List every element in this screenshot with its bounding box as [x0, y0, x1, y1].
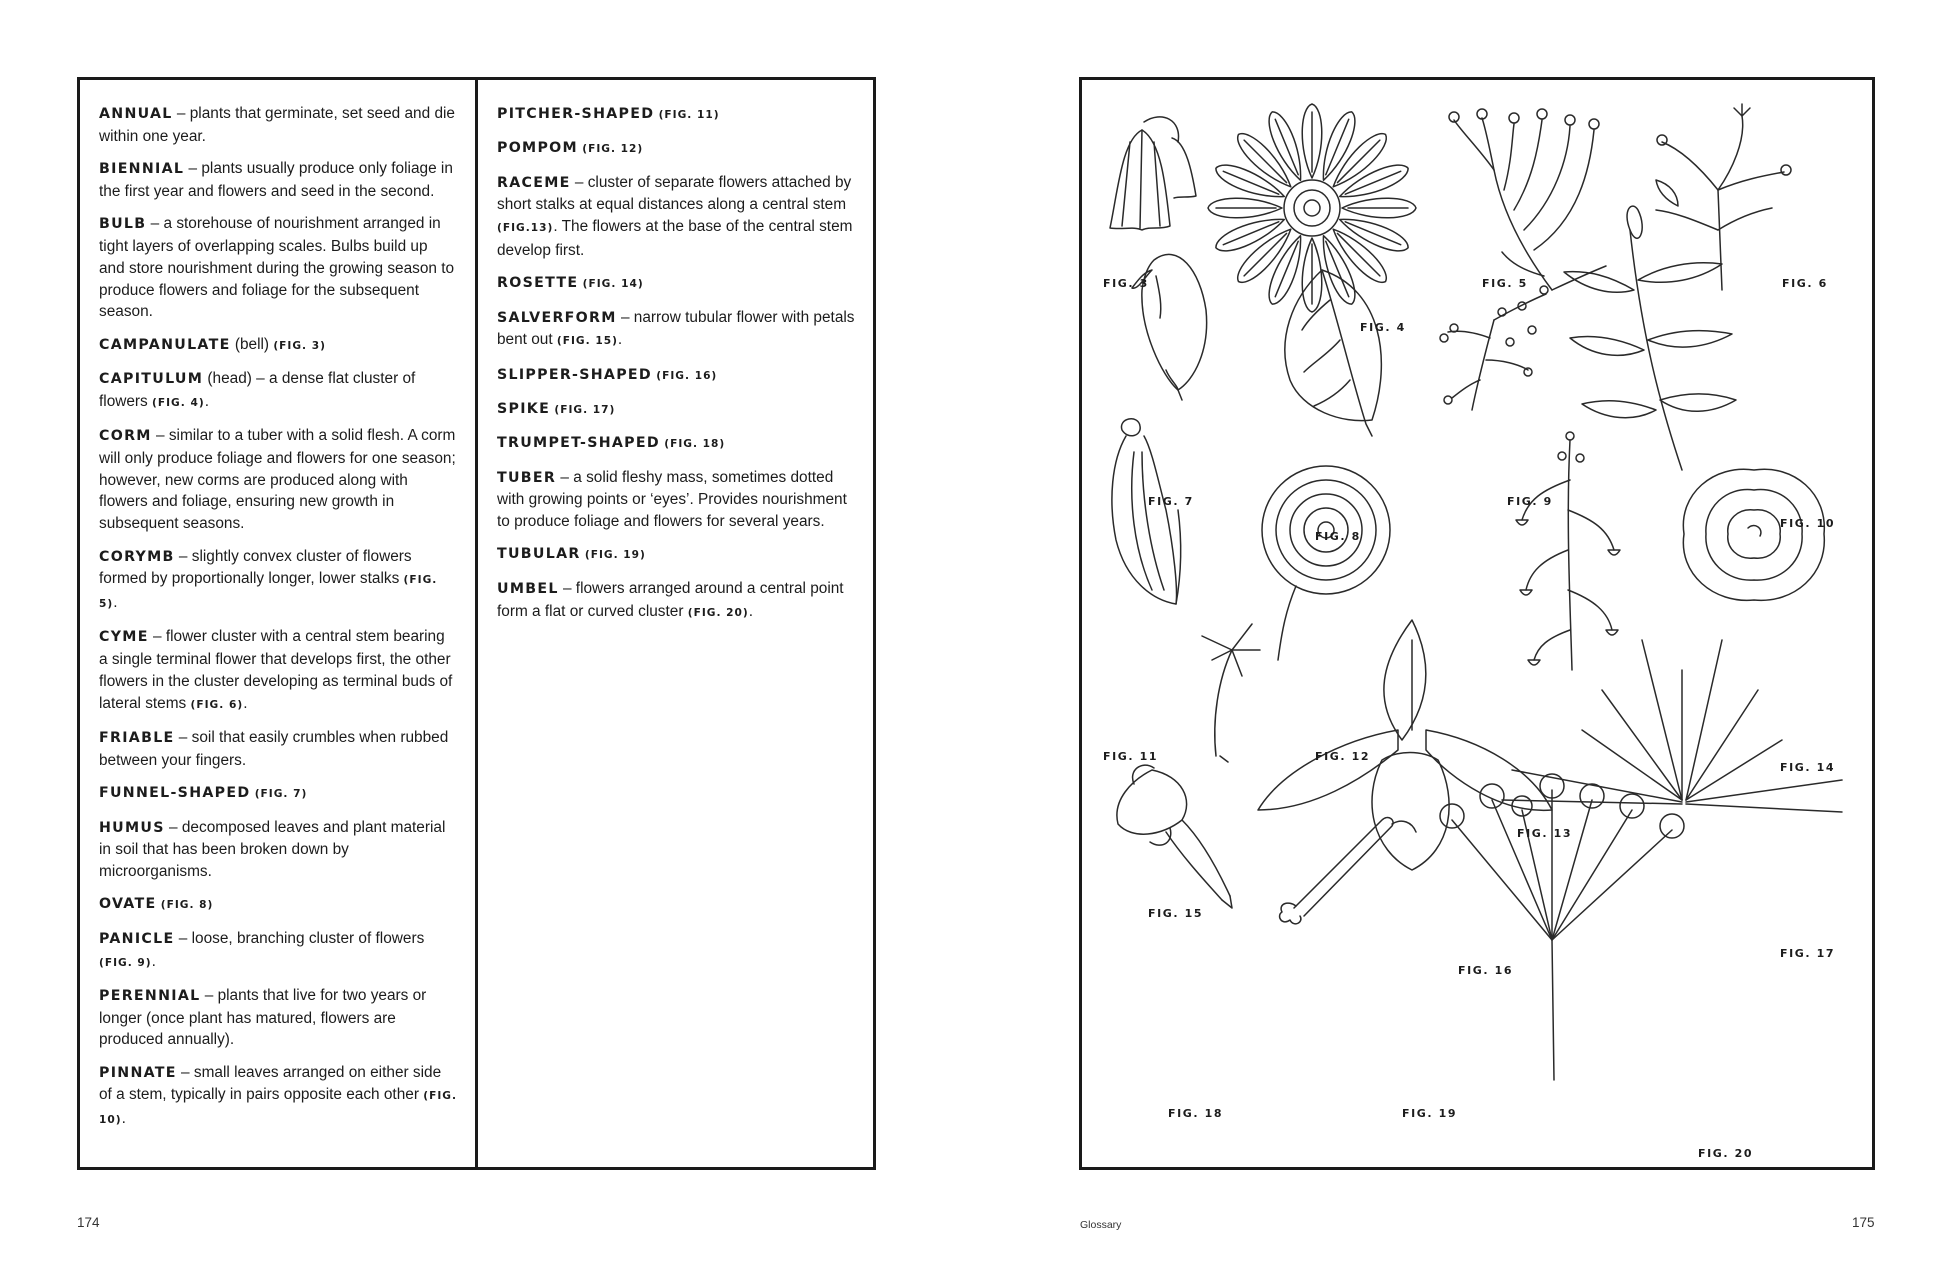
glossary-definition: . The flowers at the base of the central stem develop first. — [497, 218, 853, 259]
tubular-illustration — [1280, 818, 1416, 924]
glossary-box — [77, 77, 876, 1170]
glossary-definition: . — [121, 1110, 126, 1128]
glossary-entry — [497, 103, 855, 127]
figure-reference: (FIG. 9) — [99, 956, 152, 969]
fig-20-label: FIG. 20 — [1698, 1147, 1754, 1160]
glossary-term: CYME — [99, 629, 149, 646]
glossary-entry — [99, 213, 457, 323]
figure-reference: (FIG. 17) — [554, 403, 616, 416]
glossary-term: PERENNIAL — [99, 987, 201, 1004]
figure-reference: (FIG. 5) — [99, 574, 438, 611]
glossary-entry — [99, 928, 457, 975]
glossary-term: SLIPPER-SHAPED — [497, 366, 652, 383]
figure-reference: (FIG. 15) — [556, 335, 618, 348]
fig-12-label: FIG. 12 — [1315, 750, 1371, 763]
glossary-definition: – slightly convex cluster of flowers formed by proportionally longer, lower stalks — [99, 547, 412, 588]
glossary-term: BIENNIAL — [99, 161, 185, 178]
glossary-term: ROSETTE — [497, 275, 579, 292]
glossary-definition: – soil that easily crumbles when rubbed between your fingers. — [99, 729, 449, 769]
glossary-term: CORYMB — [99, 548, 175, 565]
glossary-definition: – plants that germinate, set seed and die within one year. — [99, 105, 455, 145]
glossary-definition: – plants usually produce only foliage in the first year and flowers and seed in the second. — [99, 160, 453, 200]
fig-3-label: FIG. 3 — [1103, 277, 1149, 290]
glossary-entry — [99, 985, 457, 1051]
raceme-illustration — [1516, 432, 1620, 670]
glossary-entry — [99, 368, 457, 415]
fig-17-label: FIG. 17 — [1780, 947, 1836, 960]
pinnate-illustration — [1564, 206, 1736, 470]
glossary-entry — [99, 893, 457, 917]
fig-6-label: FIG. 6 — [1782, 277, 1828, 290]
glossary-definition: . — [204, 392, 209, 410]
glossary-term: TUBER — [497, 469, 557, 486]
glossary-definition: – similar to a tuber with a solid flesh. A corm will only produce foliage and flowers for one season; however, new corms are produced along with flowers and foliage, ensuring new growth in subsequent seasons. — [99, 427, 456, 533]
fig-8-label: FIG. 8 — [1315, 530, 1361, 543]
glossary-entry — [99, 158, 457, 203]
glossary-term: UMBEL — [497, 580, 559, 597]
fig-4-label: FIG. 4 — [1360, 321, 1406, 334]
fig-5-label: FIG. 5 — [1482, 277, 1528, 290]
glossary-term: SALVERFORM — [497, 309, 617, 326]
glossary-term: SPIKE — [497, 400, 551, 417]
glossary-term: PINNATE — [99, 1064, 177, 1081]
glossary-definition: – loose, branching cluster of flowers — [174, 929, 425, 947]
glossary-term: BULB — [99, 216, 147, 233]
figure-reference: (FIG. 14) — [582, 278, 644, 291]
glossary-entry — [497, 172, 855, 262]
figure-reference: (FIG. 3) — [273, 339, 326, 352]
salverform-illustration — [1202, 624, 1260, 762]
glossary-definition: . — [243, 694, 248, 712]
figure-reference: (FIG. 4) — [152, 396, 205, 409]
glossary-entry — [99, 334, 457, 358]
panicle-illustration — [1440, 286, 1548, 410]
glossary-term: RACEME — [497, 174, 571, 191]
figure-reference: (FIG. 8) — [160, 899, 214, 912]
running-title: Glossary — [1080, 1219, 1122, 1231]
fig-10-label: FIG. 10 — [1780, 517, 1836, 530]
glossary-entry — [497, 578, 855, 625]
glossary-entry — [99, 782, 457, 806]
glossary-column-right — [478, 80, 873, 1167]
glossary-entry — [99, 1062, 457, 1132]
corymb-illustration — [1449, 109, 1606, 290]
glossary-term: TRUMPET-SHAPED — [497, 435, 660, 452]
glossary-term: PANICLE — [99, 930, 175, 947]
slipper-orchid-illustration — [1258, 620, 1552, 870]
glossary-definition: . — [151, 952, 156, 970]
cyme-illustration — [1656, 104, 1791, 290]
fig-15-label: FIG. 15 — [1148, 907, 1204, 920]
fig-19-label: FIG. 19 — [1402, 1107, 1458, 1120]
glossary-entry — [497, 272, 855, 296]
glossary-entry — [497, 398, 855, 422]
glossary-entry — [497, 543, 855, 567]
glossary-definition: – flower cluster with a central stem bearing a single terminal flower that develops first, the other flowers in the cluster developing as terminal buds of lateral stems — [99, 628, 453, 712]
fig-11-label: FIG. 11 — [1103, 750, 1159, 763]
glossary-term: OVATE — [99, 896, 157, 913]
glossary-term: CAPITULUM — [99, 370, 204, 387]
spike-illustration — [1502, 640, 1842, 812]
fig-13-label: FIG. 13 — [1517, 827, 1573, 840]
glossary-entry — [497, 467, 855, 533]
glossary-definition: – plants that live for two years or longer (once plant has matured, flowers are produced annually). — [99, 986, 427, 1049]
fig-16-label: FIG. 16 — [1458, 964, 1514, 977]
page-number-left: 174 — [77, 1215, 100, 1230]
glossary-term: CORM — [99, 428, 152, 445]
ovate-leaf-illustration — [1285, 270, 1381, 436]
glossary-entry — [99, 425, 457, 535]
fig-14-label: FIG. 14 — [1780, 761, 1836, 774]
glossary-term: TUBULAR — [497, 546, 581, 563]
figure-reference: (FIG.13) — [497, 222, 554, 235]
glossary-term: POMPOM — [497, 140, 578, 157]
glossary-definition: – cluster of separate flowers attached by short stalks at equal distances along a central stem — [497, 173, 852, 214]
glossary-definition: – decomposed leaves and plant material in soil that has been broken down by microorganisms. — [99, 818, 446, 881]
pitcher-illustration — [1112, 419, 1181, 604]
glossary-definition: . — [113, 594, 118, 612]
fig-9-label: FIG. 9 — [1507, 495, 1553, 508]
campanulate-illustration — [1110, 117, 1196, 230]
glossary-entry — [99, 546, 457, 616]
glossary-entry — [99, 727, 457, 772]
figure-reference: (FIG. 18) — [664, 438, 726, 451]
umbel-illustration — [1440, 774, 1684, 1080]
glossary-definition: – narrow tubular flower with petals bent out — [497, 308, 855, 349]
fig-7-label: FIG. 7 — [1148, 495, 1194, 508]
glossary-entry — [497, 364, 855, 388]
trumpet-illustration — [1117, 765, 1232, 908]
glossary-definition: – flowers arranged around a central point form a flat or curved cluster — [497, 579, 844, 620]
glossary-definition: – a solid fleshy mass, sometimes dotted with growing points or ‘eyes’. Provides nourishment to produce foliage and flowers for several years. — [497, 468, 847, 531]
glossary-entry — [99, 817, 457, 883]
glossary-term: CAMPANULATE — [99, 336, 231, 353]
glossary-term: HUMUS — [99, 819, 165, 836]
pompom-illustration — [1262, 466, 1390, 660]
glossary-entry — [497, 137, 855, 161]
glossary-entry — [497, 307, 855, 354]
glossary-entry — [497, 432, 855, 456]
glossary-entry — [99, 626, 457, 716]
botanical-plate — [1079, 77, 1875, 1170]
page-number-right: 175 — [1852, 1215, 1875, 1230]
figure-reference: (FIG. 16) — [656, 369, 718, 382]
glossary-definition: . — [748, 602, 754, 620]
glossary-definition: – a storehouse of nourishment arranged in tight layers of overlapping scales. Bulbs build up and store nourishment during the growing season to produce flowers and foliage for the subsequent season. — [99, 215, 455, 321]
figure-reference: (FIG. 20) — [687, 606, 749, 619]
figure-reference: (FIG. 19) — [584, 549, 646, 562]
botanical-illustrations — [1082, 80, 1872, 1167]
figure-reference: (FIG. 12) — [582, 143, 644, 156]
glossary-term: FUNNEL-SHAPED — [99, 785, 251, 802]
glossary-term: FRIABLE — [99, 730, 175, 747]
glossary-definition: – small leaves arranged on either side of a stem, typically in pairs opposite each other — [99, 1063, 442, 1104]
glossary-term: PITCHER-SHAPED — [497, 106, 655, 122]
glossary-definition: (head) – a dense flat cluster of flowers — [99, 369, 416, 410]
figure-reference: (FIG. 11) — [658, 109, 720, 121]
glossary-column-left — [80, 80, 478, 1167]
figure-reference: (FIG. 6) — [190, 698, 244, 711]
glossary-definition: . — [617, 331, 623, 349]
glossary-entry — [99, 103, 457, 148]
glossary-definition: (bell) — [230, 335, 274, 353]
figure-reference: (FIG. 7) — [254, 788, 308, 801]
figure-reference: (FIG. 10) — [99, 1090, 457, 1127]
rosette-illustration — [1683, 469, 1824, 600]
glossary-term: ANNUAL — [99, 106, 173, 122]
fig-18-label: FIG. 18 — [1168, 1107, 1224, 1120]
